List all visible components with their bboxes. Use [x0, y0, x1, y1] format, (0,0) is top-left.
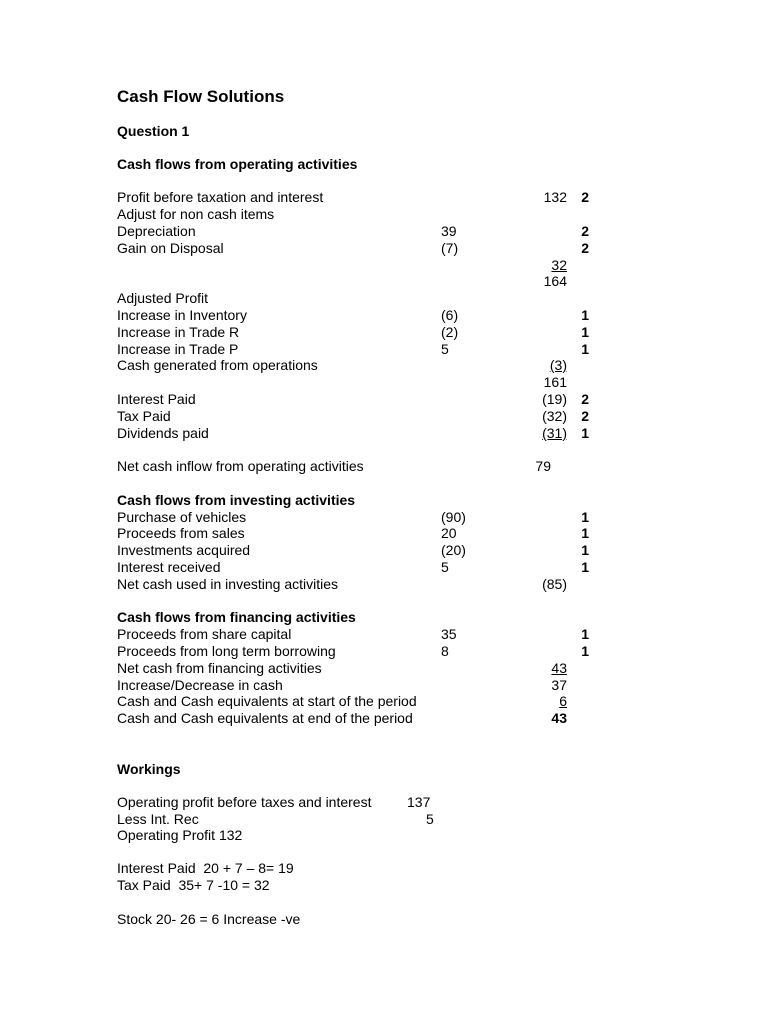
workings-line-2-value: 5 — [426, 811, 434, 827]
operating-row-label: Depreciation — [117, 223, 196, 239]
investing-row-mark: 1 — [581, 509, 589, 525]
financing-row-subtotal: 6 — [559, 693, 567, 709]
investing-row-label: Purchase of vehicles — [117, 509, 247, 525]
operating-row-amount: 5 — [441, 341, 449, 357]
investing-row-mark: 1 — [581, 542, 589, 558]
workings-line-3: Operating Profit 132 — [117, 827, 243, 843]
operating-row-mark: 1 — [581, 425, 589, 441]
investing-row-amount: (20) — [441, 542, 466, 558]
investing-row-mark: 1 — [581, 559, 589, 575]
workings-line-5: Tax Paid 35+ 7 -10 = 32 — [117, 877, 270, 893]
operating-row-label: Interest Paid — [117, 391, 196, 407]
workings-line-1-label: Operating profit before taxes and interest — [117, 794, 372, 810]
operating-row-label: Adjust for non cash items — [117, 206, 275, 222]
operating-row-subtotal: 132 — [543, 189, 567, 205]
operating-row-label: Increase in Trade R — [117, 324, 240, 340]
operating-row-label: Increase in Inventory — [117, 307, 247, 323]
operating-row-mark: 1 — [581, 341, 589, 357]
financing-row-label: Net cash from financing activities — [117, 660, 322, 676]
workings-line-4: Interest Paid 20 + 7 – 8= 19 — [117, 860, 294, 876]
operating-row-mark: 2 — [581, 391, 589, 407]
financing-row-mark: 1 — [581, 643, 589, 659]
financing-row-subtotal: 43 — [551, 660, 567, 676]
financing-row-label: Increase/Decrease in cash — [117, 677, 283, 693]
financing-row-label: Proceeds from share capital — [117, 626, 292, 642]
financing-heading: Cash flows from financing activities — [117, 609, 356, 625]
operating-row-label: Adjusted Profit — [117, 290, 209, 306]
operating-row-subtotal: 32 — [551, 257, 567, 273]
operating-row-subtotal: 161 — [543, 374, 567, 390]
operating-row-mark: 2 — [581, 189, 589, 205]
investing-row-label: Investments acquired — [117, 542, 251, 558]
operating-row-label: Increase in Trade P — [117, 341, 239, 357]
operating-row-amount: 39 — [441, 223, 457, 239]
operating-row-amount: (2) — [441, 324, 459, 340]
investing-row-label: Net cash used in investing activities — [117, 576, 338, 592]
investing-row-label: Interest received — [117, 559, 221, 575]
financing-row-label: Cash and Cash equivalents at start of the period — [117, 693, 417, 709]
investing-row-label: Proceeds from sales — [117, 525, 245, 541]
page-title: Cash Flow Solutions — [117, 87, 285, 106]
workings-line-2-label: Less Int. Rec — [117, 811, 199, 827]
financing-row-subtotal: 37 — [551, 677, 567, 693]
operating-row-subtotal: (31) — [542, 425, 567, 441]
operating-row-label: Cash generated from operations — [117, 357, 318, 373]
workings-line-6: Stock 20- 26 = 6 Increase -ve — [117, 911, 301, 927]
operating-row-mark: 1 — [581, 307, 589, 323]
operating-row-mark: 1 — [581, 324, 589, 340]
question-heading: Question 1 — [117, 123, 190, 139]
investing-row-amount: 20 — [441, 525, 457, 541]
operating-row-label: Profit before taxation and interest — [117, 189, 324, 205]
investing-row-amount: (90) — [441, 509, 466, 525]
operating-row-amount: (7) — [441, 240, 459, 256]
financing-row-label: Proceeds from long term borrowing — [117, 643, 336, 659]
operating-row-subtotal: (19) — [542, 391, 567, 407]
investing-row-mark: 1 — [581, 525, 589, 541]
net-operating-value: 79 — [535, 458, 551, 474]
financing-row-amount: 35 — [441, 626, 457, 642]
operating-row-label: Gain on Disposal — [117, 240, 224, 256]
financing-row-amount: 8 — [441, 643, 449, 659]
operating-row-mark: 2 — [581, 408, 589, 424]
workings-heading: Workings — [117, 761, 181, 777]
operating-row-subtotal: 164 — [543, 273, 567, 289]
financing-row-mark: 1 — [581, 626, 589, 642]
financing-row-subtotal: 43 — [551, 710, 567, 726]
operating-row-label: Dividends paid — [117, 425, 209, 441]
operating-row-mark: 2 — [581, 240, 589, 256]
operating-row-label: Tax Paid — [117, 408, 171, 424]
investing-heading: Cash flows from investing activities — [117, 492, 356, 508]
investing-row-amount: 5 — [441, 559, 449, 575]
operating-row-amount: (6) — [441, 307, 459, 323]
investing-row-subtotal: (85) — [542, 576, 567, 592]
workings-line-1-value: 137 — [407, 794, 431, 810]
operating-row-subtotal: (32) — [542, 408, 567, 424]
operating-heading: Cash flows from operating activities — [117, 156, 358, 172]
operating-row-mark: 2 — [581, 223, 589, 239]
net-operating-label: Net cash inflow from operating activities — [117, 458, 364, 474]
financing-row-label: Cash and Cash equivalents at end of the period — [117, 710, 413, 726]
operating-row-subtotal: (3) — [549, 357, 567, 373]
